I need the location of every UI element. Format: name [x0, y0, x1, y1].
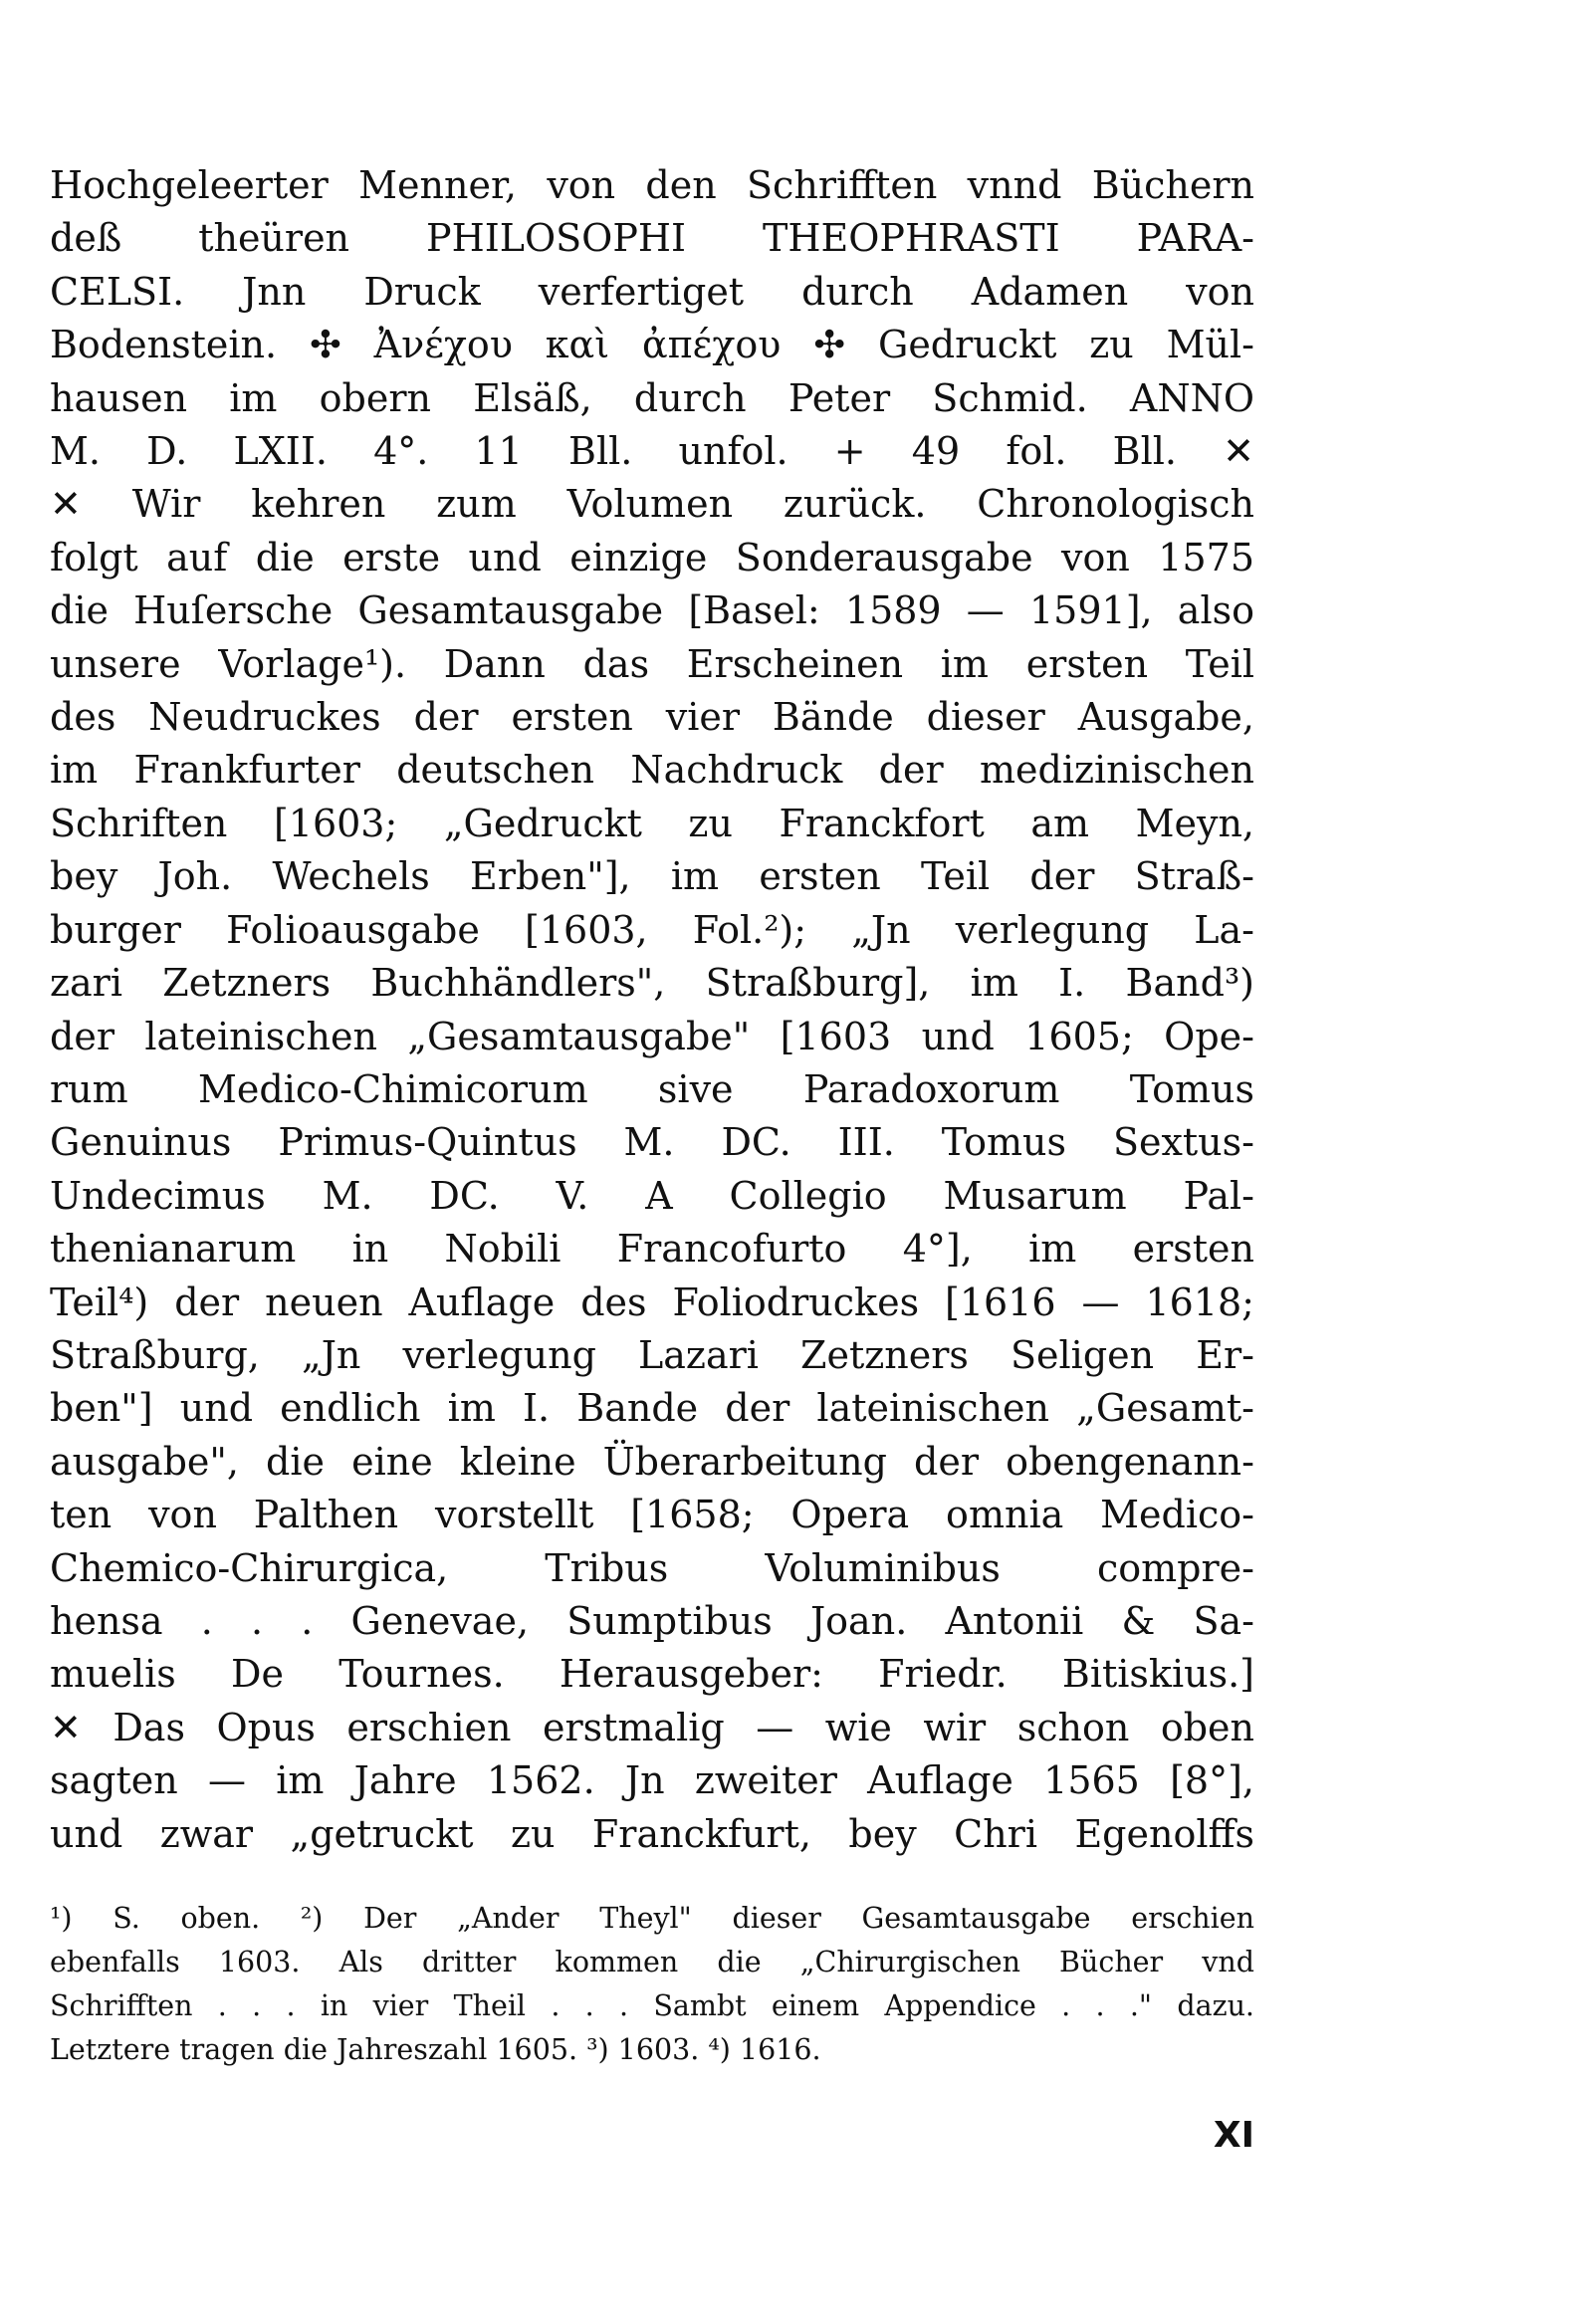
text-line: hensa . . . Genevae, Sumptibus Joan. Antonii & Sa-	[50, 1598, 1254, 1643]
text-line: Hochgeleerter Menner, von den Schrifften vnnd Büchern	[50, 163, 1254, 207]
text-line: CELSI. Jnn Druck verfertiget durch Adamen von	[50, 269, 1254, 314]
text-line: Schriften [1603; „Gedruckt zu Franckfort am Meyn,	[50, 801, 1254, 845]
text-line: des Neudruckes der ersten vier Bände dieser Ausgabe,	[50, 695, 1254, 740]
text-line: ben"] und endlich im I. Bande der lateinischen „Gesamt-	[50, 1386, 1254, 1431]
text-line: und zwar „getruckt zu Franckfurt, bey Chri Egenolffs	[50, 1811, 1254, 1856]
text-line: muelis De Tournes. Herausgeber: Friedr. Bitiskius.]	[50, 1652, 1254, 1697]
text-line: deß theüren PHILOSOPHI THEOPHRASTI PARA-	[50, 216, 1254, 261]
text-line: Genuinus Primus-Quintus M. DC. III. Tomus Sextus-	[50, 1120, 1254, 1165]
footnote-line: ebenfalls 1603. Als dritter kommen die „Chirurgischen Bücher vnd	[50, 1946, 1254, 1978]
text-line: hausen im obern Elsäß, durch Peter Schmid. ANNO	[50, 375, 1254, 420]
text-line: die Huſersche Gesamtausgabe [Basel: 1589 — 1591], also	[50, 588, 1254, 633]
text-line: burger Folioausgabe [1603, Fol.²); „Jn verlegung La-	[50, 907, 1254, 952]
text-line: ausgabe", die eine kleine Überarbeitung der obengenann-	[50, 1439, 1254, 1484]
text-line: ten von Palthen vorstellt [1658; Opera omnia Medico-	[50, 1493, 1254, 1537]
text-line: der lateinischen „Gesamtausgabe" [1603 und 1605; Ope-	[50, 1014, 1254, 1058]
text-line: Teil⁴) der neuen Auflage des Foliodruckes [1616 — 1618;	[50, 1279, 1254, 1324]
text-line: ✕ Wir kehren zum Volumen zurück. Chronologisch	[50, 482, 1254, 527]
footnote-line: Schrifften . . . in vier Theil . . . Sambt einem Appendice . . ." dazu.	[50, 1989, 1254, 2022]
text-line: folgt auf die erste und einzige Sonderausgabe von 1575	[50, 535, 1254, 580]
footnote-line: Letztere tragen die Jahreszahl 1605. ³) 1603. ⁴) 1616.	[50, 2033, 821, 2066]
text-line: bey Joh. Wechels Erben"], im ersten Teil der Straß-	[50, 854, 1254, 899]
text-line: zari Zetzners Buchhändlers", Straßburg], im I. Band³)	[50, 961, 1254, 1006]
footnote-line: ¹) S. oben. ²) Der „Ander Theyl" dieser Gesamtausgabe erschien	[50, 1902, 1254, 1935]
main-text	[50, 159, 1254, 1861]
text-line: im Frankfurter deutschen Nachdruck der medizinischen	[50, 748, 1254, 793]
text-line: sagten — im Jahre 1562. Jn zweiter Auflage 1565 [8°],	[50, 1758, 1254, 1803]
page-number: XI	[1213, 2115, 1254, 2156]
text-line: thenianarum in Nobili Francofurto 4°], im ersten	[50, 1227, 1254, 1272]
footnotes	[50, 1897, 1254, 2072]
text-line: rum Medico-Chimicorum sive Paradoxorum Tomus	[50, 1066, 1254, 1111]
text-line: ✕ Das Opus erschien erstmalig — wie wir schon oben	[50, 1705, 1254, 1749]
text-line: Chemico-Chirurgica, Tribus Voluminibus compre-	[50, 1545, 1254, 1590]
text-line: M. D. LXII. 4°. 11 Bll. unfol. + 49 fol. Bll. ✕	[50, 429, 1254, 474]
text-line: unsere Vorlage¹). Dann das Erscheinen im ersten Teil	[50, 641, 1254, 686]
text-line: Undecimus M. DC. V. A Collegio Musarum Pal-	[50, 1173, 1254, 1218]
text-line: Straßburg, „Jn verlegung Lazari Zetzners Seligen Er-	[50, 1332, 1254, 1377]
text-line: Bodenstein. ✣ Ἀνέχου καὶ ἀπέχου ✣ Gedruckt zu Mül-	[50, 323, 1254, 367]
